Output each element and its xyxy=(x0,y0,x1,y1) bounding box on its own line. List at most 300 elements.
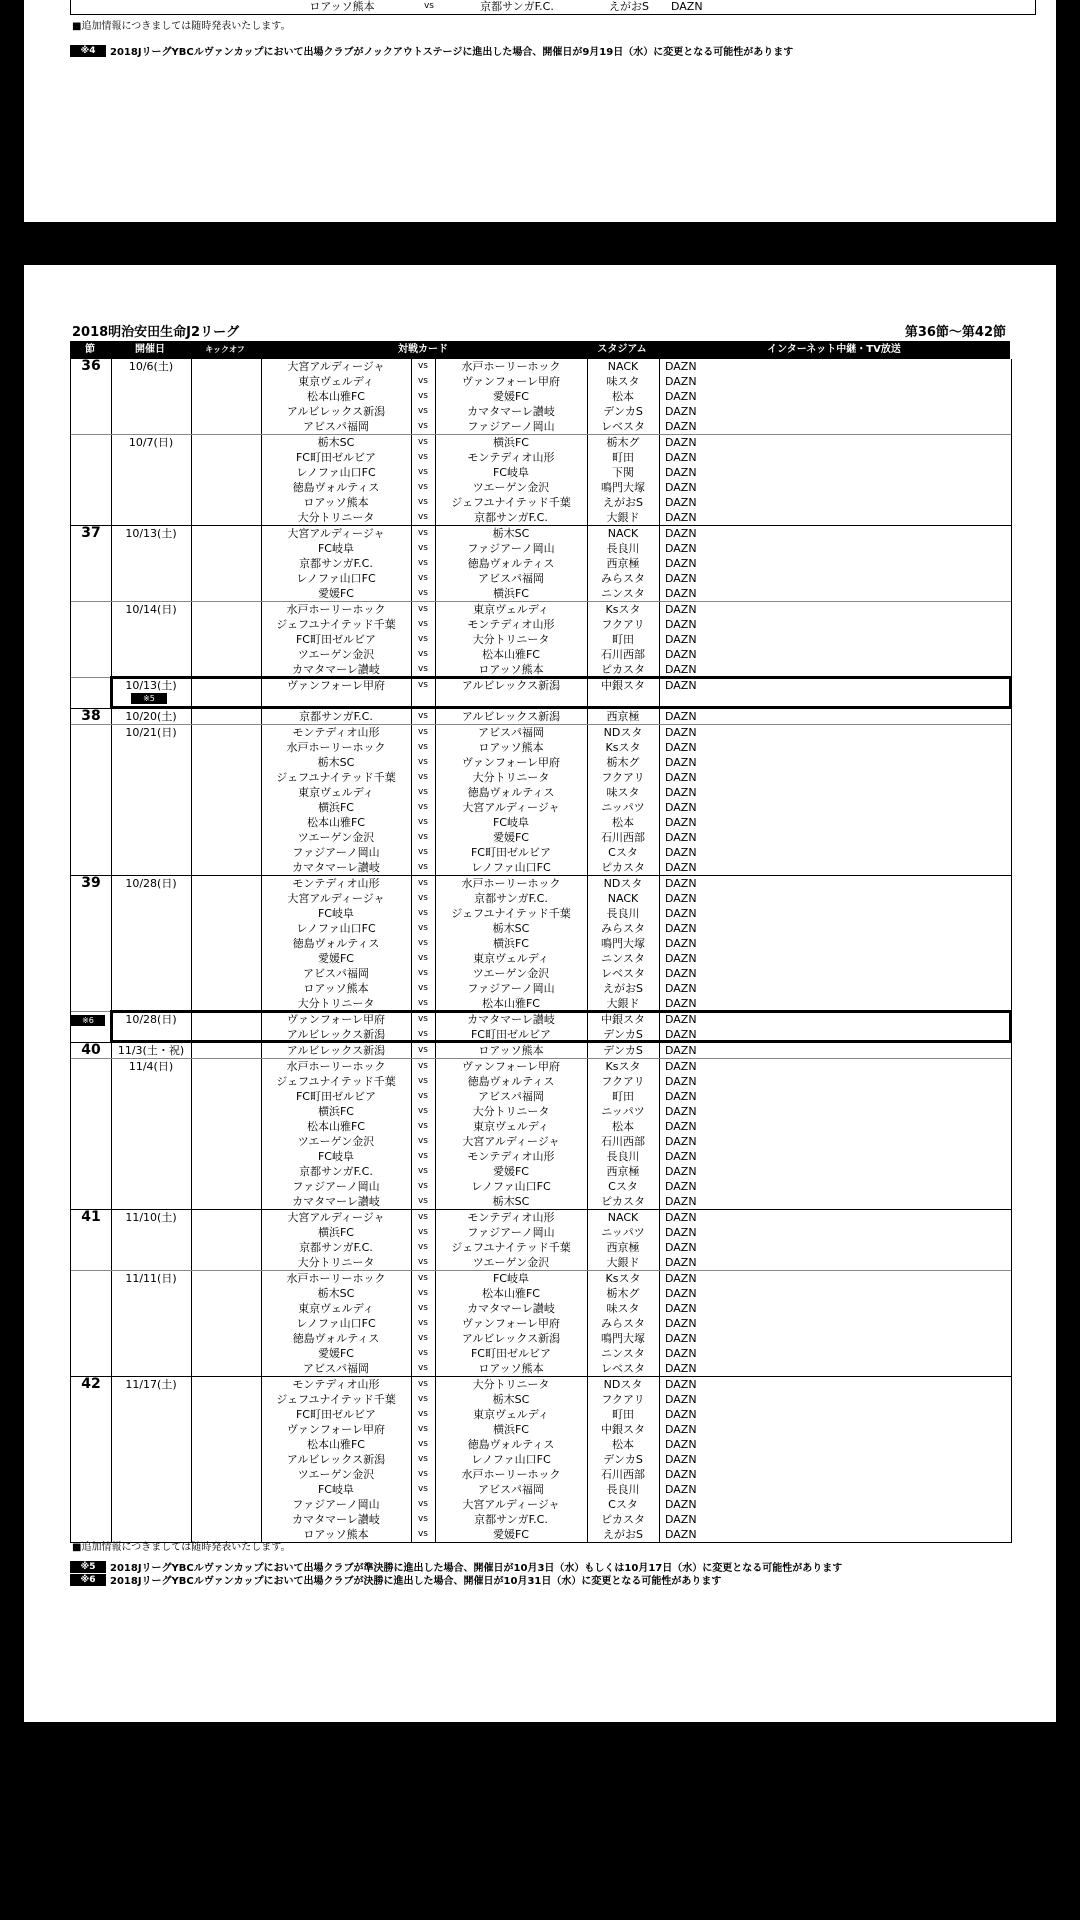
note-item xyxy=(70,1573,842,1586)
broadcast: DAZN xyxy=(665,861,697,874)
stadium: 長良川 xyxy=(606,1483,640,1496)
broadcast: DAZN xyxy=(665,1408,697,1421)
table-row xyxy=(71,1331,1011,1346)
home-team: ヴァンフォーレ甲府 xyxy=(286,1013,386,1026)
broadcast: DAZN xyxy=(665,816,697,829)
table-row xyxy=(71,541,1011,556)
home-team: 横浜FC xyxy=(317,1105,354,1118)
match-date: 10/13(土) xyxy=(125,527,177,540)
vs-label: vs xyxy=(417,1196,428,1206)
match-date: 10/21(日) xyxy=(125,726,177,739)
header-match: 対戦カード xyxy=(398,344,448,355)
vs-label: vs xyxy=(417,467,428,477)
away-team: 徳島ヴォルティス xyxy=(467,1438,555,1451)
table-row xyxy=(71,1482,1011,1497)
table-row xyxy=(71,875,1011,891)
stadium: 栃木グ xyxy=(606,756,640,769)
table-row xyxy=(71,1209,1011,1225)
home-team: アルビレックス新潟 xyxy=(286,1044,386,1057)
broadcast: DAZN xyxy=(665,1362,697,1375)
broadcast: DAZN xyxy=(665,801,697,814)
table-row xyxy=(71,465,1011,480)
stadium: 鳴門大塚 xyxy=(601,1332,645,1345)
vs-label: vs xyxy=(417,893,428,903)
stadium: 松本 xyxy=(612,816,634,829)
home-team: ツエーゲン金沢 xyxy=(297,648,375,661)
home-team: モンテディオ山形 xyxy=(292,1378,380,1391)
stadium: Ksスタ xyxy=(605,1272,641,1285)
table-row xyxy=(71,1270,1011,1286)
match-date: 10/6(土) xyxy=(128,360,174,373)
broadcast: DAZN xyxy=(665,481,697,494)
vs-label: vs xyxy=(417,573,428,583)
broadcast: DAZN xyxy=(665,846,697,859)
away-team: FC岐阜 xyxy=(492,816,529,829)
away-team: 京都サンガF.C. xyxy=(474,1513,548,1526)
vs-label: vs xyxy=(417,634,428,644)
home-team: ジェフユナイテッド千葉 xyxy=(276,618,396,631)
away-team: FC岐阜 xyxy=(492,1272,529,1285)
vs-label: vs xyxy=(423,1,434,11)
table-row xyxy=(71,495,1011,510)
away-team: 大分トリニータ xyxy=(472,1378,550,1391)
stadium: Ksスタ xyxy=(605,603,641,616)
home-team: アルビレックス新潟 xyxy=(286,1028,386,1041)
home-team: 水戸ホーリーホック xyxy=(286,1272,386,1285)
home-team: 愛媛FC xyxy=(317,952,354,965)
document-page-previous xyxy=(24,0,1056,222)
header-section: 節 xyxy=(85,344,95,355)
match-date: 11/11(日) xyxy=(125,1272,177,1285)
stadium: えがおS xyxy=(603,982,643,995)
table-row xyxy=(71,906,1011,921)
table-row xyxy=(71,1225,1011,1240)
table-row xyxy=(71,1512,1011,1527)
vs-label: vs xyxy=(417,361,428,371)
vs-label: vs xyxy=(417,1529,428,1539)
table-row xyxy=(71,419,1011,434)
home-team: 京都サンガF.C. xyxy=(299,1241,373,1254)
home-team: ツエーゲン金沢 xyxy=(297,831,375,844)
vs-label: vs xyxy=(417,1029,428,1039)
away-team: 水戸ホーリーホック xyxy=(461,877,561,890)
away-team: FC町田ゼルビア xyxy=(470,1028,551,1041)
home-team: 大宮アルディージャ xyxy=(287,1211,385,1224)
vs-label: vs xyxy=(417,1091,428,1101)
home-team: 水戸ホーリーホック xyxy=(286,1060,386,1073)
away-team: ファジアーノ岡山 xyxy=(467,982,555,995)
home-team: 大分トリニータ xyxy=(297,1256,375,1269)
broadcast: DAZN xyxy=(665,1332,697,1345)
match-date: 10/13(土) xyxy=(125,679,177,692)
broadcast: DAZN xyxy=(665,451,697,464)
match-date: 11/3(土・祝) xyxy=(117,1044,185,1057)
stadium: フクアリ xyxy=(601,771,645,784)
note-badge: ※5 xyxy=(70,1561,106,1573)
table-row xyxy=(71,510,1011,525)
stadium: デンカS xyxy=(603,1453,643,1466)
home-team: カマタマーレ讃岐 xyxy=(292,663,380,676)
vs-label: vs xyxy=(417,437,428,447)
vs-label: vs xyxy=(417,1136,428,1146)
away-team: アビスパ福岡 xyxy=(478,1483,544,1496)
broadcast: DAZN xyxy=(665,1165,697,1178)
section-number: 38 xyxy=(81,708,101,724)
away-team: モンテディオ山形 xyxy=(467,618,555,631)
vs-label: vs xyxy=(417,406,428,416)
home-team: モンテディオ山形 xyxy=(292,726,380,739)
away-team: 大宮アルディージャ xyxy=(462,1498,560,1511)
match-date: 11/10(土) xyxy=(125,1211,177,1224)
home-team: ヴァンフォーレ甲府 xyxy=(286,679,386,692)
table-row xyxy=(71,785,1011,800)
note-item xyxy=(70,44,793,57)
table-row xyxy=(71,1089,1011,1104)
home-team: 栃木SC xyxy=(317,436,355,449)
broadcast: DAZN xyxy=(665,831,697,844)
home-team: 京都サンガF.C. xyxy=(299,557,373,570)
home-team: 横浜FC xyxy=(317,1226,354,1239)
away-team: 徳島ヴォルティス xyxy=(467,786,555,799)
home-team: アビスパ福岡 xyxy=(303,967,369,980)
home-team: FC町田ゼルビア xyxy=(295,451,376,464)
broadcast: DAZN xyxy=(665,1075,697,1088)
table-row xyxy=(71,1467,1011,1482)
away-team: カマタマーレ讃岐 xyxy=(467,405,555,418)
home-team: ロアッソ熊本 xyxy=(303,982,369,995)
vs-label: vs xyxy=(417,604,428,614)
vs-label: vs xyxy=(417,482,428,492)
table-row xyxy=(71,1149,1011,1164)
table-row xyxy=(71,1376,1011,1392)
broadcast: DAZN xyxy=(665,922,697,935)
note-text: 2018JリーグYBCルヴァンカップにおいて出場クラブが決勝に進出した場合、開催日が10月31日（水）に変更となる可能性があります xyxy=(110,1576,722,1587)
broadcast: DAZN xyxy=(665,952,697,965)
home-team: 松本山雅FC xyxy=(306,390,365,403)
home-team: レノファ山口FC xyxy=(296,1317,376,1330)
away-team: ヴァンフォーレ甲府 xyxy=(461,375,561,388)
table-row xyxy=(71,662,1011,677)
stadium: ニッパツ xyxy=(601,1105,645,1118)
broadcast: DAZN xyxy=(665,1393,697,1406)
stadium: 中銀スタ xyxy=(601,1013,645,1026)
stadium: 町田 xyxy=(612,1408,634,1421)
broadcast: DAZN xyxy=(665,420,697,433)
vs-label: vs xyxy=(417,1469,428,1479)
vs-label: vs xyxy=(417,742,428,752)
away-team: アビスパ福岡 xyxy=(478,572,544,585)
table-row xyxy=(71,1452,1011,1467)
vs-label: vs xyxy=(417,802,428,812)
broadcast: DAZN xyxy=(665,375,697,388)
home-team: ジェフユナイテッド千葉 xyxy=(276,1393,396,1406)
broadcast: DAZN xyxy=(665,1135,697,1148)
table-row xyxy=(71,1179,1011,1194)
table-row xyxy=(71,480,1011,495)
away-team: アルビレックス新潟 xyxy=(461,1332,561,1345)
table-row xyxy=(71,770,1011,785)
broadcast: DAZN xyxy=(665,726,697,739)
away-team: レノファ山口FC xyxy=(471,1180,551,1193)
broadcast: DAZN xyxy=(665,1302,697,1315)
broadcast: DAZN xyxy=(665,997,697,1010)
vs-label: vs xyxy=(417,908,428,918)
stadium: ピカスタ xyxy=(601,861,645,874)
stadium: ピカスタ xyxy=(601,1513,645,1526)
home-team: 大宮アルディージャ xyxy=(287,892,385,905)
vs-label: vs xyxy=(417,772,428,782)
stadium: えがおS xyxy=(603,496,643,509)
stadium: デンカS xyxy=(603,1028,643,1041)
vs-label: vs xyxy=(417,1166,428,1176)
away-team: ファジアーノ岡山 xyxy=(467,1226,555,1239)
away-team: 京都サンガF.C. xyxy=(480,0,554,13)
home-team: ファジアーノ岡山 xyxy=(292,846,380,859)
away-team: 大分トリニータ xyxy=(472,771,550,784)
broadcast: DAZN xyxy=(665,1013,697,1026)
vs-label: vs xyxy=(417,588,428,598)
section-number: 36 xyxy=(81,358,101,374)
stadium: 町田 xyxy=(612,451,634,464)
home-team: ツエーゲン金沢 xyxy=(297,1468,375,1481)
table-row xyxy=(71,951,1011,966)
vs-label: vs xyxy=(417,1348,428,1358)
stadium: Cスタ xyxy=(608,846,638,859)
away-team: 栃木SC xyxy=(492,922,530,935)
broadcast: DAZN xyxy=(665,587,697,600)
stadium: レベスタ xyxy=(601,967,645,980)
stadium: NDスタ xyxy=(603,1378,643,1391)
away-team: ファジアーノ岡山 xyxy=(467,420,555,433)
home-team: ロアッソ熊本 xyxy=(303,1528,369,1541)
footer-note: ■追加情報につきましては随時発表いたします。 xyxy=(72,21,291,32)
away-team: ジェフユナイテッド千葉 xyxy=(451,1241,571,1254)
home-team: 松本山雅FC xyxy=(306,1120,365,1133)
home-team: アビスパ福岡 xyxy=(303,1362,369,1375)
home-team: 水戸ホーリーホック xyxy=(286,741,386,754)
header-kickoff: キックオフ xyxy=(205,345,245,354)
away-team: アビスパ福岡 xyxy=(478,726,544,739)
away-team: 京都サンガF.C. xyxy=(474,511,548,524)
home-team: 東京ヴェルディ xyxy=(298,375,374,388)
stadium: 中銀スタ xyxy=(601,679,645,692)
broadcast: DAZN xyxy=(665,771,697,784)
home-team: アルビレックス新潟 xyxy=(286,1453,386,1466)
table-row xyxy=(71,1316,1011,1331)
away-team: 栃木SC xyxy=(492,1393,530,1406)
stadium: 味スタ xyxy=(606,375,640,388)
vs-label: vs xyxy=(417,1045,428,1055)
table-row xyxy=(71,981,1011,996)
away-team: 松本山雅FC xyxy=(481,1287,540,1300)
stadium: NACK xyxy=(607,892,639,905)
home-team: FC岐阜 xyxy=(317,1150,354,1163)
stadium: 味スタ xyxy=(606,1302,640,1315)
away-team: 横浜FC xyxy=(492,587,529,600)
match-date: 10/20(土) xyxy=(125,710,177,723)
broadcast: DAZN xyxy=(665,679,697,692)
away-team: 松本山雅FC xyxy=(481,648,540,661)
table-row xyxy=(71,1497,1011,1512)
home-team: 京都サンガF.C. xyxy=(299,710,373,723)
match-date: 11/4(日) xyxy=(128,1060,174,1073)
vs-label: vs xyxy=(417,1106,428,1116)
stadium: 町田 xyxy=(612,633,634,646)
home-team: ジェフユナイテッド千葉 xyxy=(276,1075,396,1088)
table-row xyxy=(71,708,1011,724)
stadium: 石川西部 xyxy=(601,648,645,661)
away-team: ジェフユナイテッド千葉 xyxy=(451,496,571,509)
reschedule-mark: ※5 xyxy=(131,693,167,704)
table-row xyxy=(71,450,1011,465)
vs-label: vs xyxy=(417,878,428,888)
away-team: 東京ヴェルディ xyxy=(473,952,549,965)
home-team: 水戸ホーリーホック xyxy=(286,603,386,616)
away-team: FC岐阜 xyxy=(492,466,529,479)
page-title: 2018明治安田生命J2リーグ xyxy=(72,325,240,340)
broadcast: DAZN xyxy=(665,542,697,555)
vs-label: vs xyxy=(417,1363,428,1373)
vs-label: vs xyxy=(417,1273,428,1283)
vs-label: vs xyxy=(417,391,428,401)
broadcast: DAZN xyxy=(665,1317,697,1330)
broadcast: DAZN xyxy=(665,1528,697,1541)
table-row xyxy=(71,1255,1011,1270)
table-row xyxy=(71,740,1011,755)
away-team: FC町田ゼルビア xyxy=(470,846,551,859)
table-header xyxy=(70,341,1010,359)
stadium: ニンスタ xyxy=(601,952,645,965)
match-date: 11/17(土) xyxy=(125,1378,177,1391)
broadcast: DAZN xyxy=(665,1498,697,1511)
table-row xyxy=(71,434,1011,450)
away-team: 松本山雅FC xyxy=(481,997,540,1010)
stadium: ピカスタ xyxy=(601,663,645,676)
home-team: 徳島ヴォルティス xyxy=(292,481,380,494)
vs-label: vs xyxy=(417,1288,428,1298)
document-page xyxy=(24,265,1056,1722)
broadcast: DAZN xyxy=(665,877,697,890)
away-team: 京都サンガF.C. xyxy=(474,892,548,905)
stadium: NACK xyxy=(607,360,639,373)
broadcast: DAZN xyxy=(665,436,697,449)
table-row xyxy=(71,860,1011,875)
note-badge: ※6 xyxy=(70,1574,106,1586)
vs-label: vs xyxy=(417,862,428,872)
note-badge: ※4 xyxy=(70,45,106,57)
away-team: 横浜FC xyxy=(492,436,529,449)
broadcast: DAZN xyxy=(665,1513,697,1526)
vs-label: vs xyxy=(417,1454,428,1464)
away-team: 東京ヴェルディ xyxy=(473,603,549,616)
table-row xyxy=(71,1422,1011,1437)
vs-label: vs xyxy=(417,1424,428,1434)
home-team: アルビレックス新潟 xyxy=(286,405,386,418)
vs-label: vs xyxy=(417,1333,428,1343)
stadium: フクアリ xyxy=(601,1393,645,1406)
stadium: 松本 xyxy=(612,1438,634,1451)
home-team: FC町田ゼルビア xyxy=(295,1408,376,1421)
stadium: NACK xyxy=(607,1211,639,1224)
away-team: 大分トリニータ xyxy=(472,1105,550,1118)
vs-label: vs xyxy=(417,376,428,386)
broadcast: DAZN xyxy=(665,527,697,540)
stadium: Cスタ xyxy=(608,1498,638,1511)
header-stadium: スタジアム xyxy=(597,344,647,355)
home-team: カマタマーレ讃岐 xyxy=(292,1195,380,1208)
vs-label: vs xyxy=(417,923,428,933)
table-row xyxy=(71,632,1011,647)
section-range: 第36節～第42節 xyxy=(904,325,1006,340)
stadium: 松本 xyxy=(612,1120,634,1133)
vs-label: vs xyxy=(417,1379,428,1389)
broadcast: DAZN xyxy=(665,603,697,616)
vs-label: vs xyxy=(417,983,428,993)
vs-label: vs xyxy=(417,649,428,659)
stadium: Ksスタ xyxy=(605,741,641,754)
stadium: Cスタ xyxy=(608,1180,638,1193)
section-number: 39 xyxy=(81,875,101,891)
broadcast: DAZN xyxy=(665,1226,697,1239)
broadcast: DAZN xyxy=(665,1347,697,1360)
table-row xyxy=(71,586,1011,601)
table-row xyxy=(71,374,1011,389)
stadium: ピカスタ xyxy=(601,1195,645,1208)
stadium: フクアリ xyxy=(601,618,645,631)
reschedule-box xyxy=(111,1011,1011,1042)
stadium: 下関 xyxy=(612,466,634,479)
away-team: 愛媛FC xyxy=(492,1165,529,1178)
schedule-table xyxy=(70,359,1012,1543)
vs-label: vs xyxy=(417,543,428,553)
stadium: ニッパツ xyxy=(601,801,645,814)
reschedule-box xyxy=(111,677,1011,708)
notes xyxy=(70,44,793,57)
table-row xyxy=(71,1240,1011,1255)
away-team: モンテディオ山形 xyxy=(467,1150,555,1163)
stadium: 大銀ド xyxy=(606,511,640,524)
stadium: 西京極 xyxy=(606,1165,640,1178)
home-team: 横浜FC xyxy=(317,801,354,814)
broadcast: DAZN xyxy=(665,1150,697,1163)
away-team: 横浜FC xyxy=(492,1423,529,1436)
home-team: 栃木SC xyxy=(317,1287,355,1300)
table-row xyxy=(71,1346,1011,1361)
vs-label: vs xyxy=(417,1499,428,1509)
vs-label: vs xyxy=(417,711,428,721)
stadium: 西京極 xyxy=(606,1241,640,1254)
broadcast: DAZN xyxy=(665,1090,697,1103)
vs-label: vs xyxy=(417,757,428,767)
stadium: みらスタ xyxy=(601,922,645,935)
broadcast: DAZN xyxy=(665,1180,697,1193)
broadcast: DAZN xyxy=(665,1468,697,1481)
broadcast: DAZN xyxy=(665,756,697,769)
away-team: ヴァンフォーレ甲府 xyxy=(461,1060,561,1073)
broadcast: DAZN xyxy=(665,1378,697,1391)
away-team: 徳島ヴォルティス xyxy=(467,557,555,570)
broadcast: DAZN xyxy=(665,892,697,905)
header-broadcast: インターネット中継・TV放送 xyxy=(767,344,901,355)
stadium: 大銀ド xyxy=(606,1256,640,1269)
vs-label: vs xyxy=(417,832,428,842)
vs-label: vs xyxy=(417,1227,428,1237)
stadium: 味スタ xyxy=(606,786,640,799)
vs-label: vs xyxy=(417,421,428,431)
away-team: レノファ山口FC xyxy=(471,861,551,874)
home-team: 徳島ヴォルティス xyxy=(292,1332,380,1345)
stadium: 石川西部 xyxy=(601,1135,645,1148)
